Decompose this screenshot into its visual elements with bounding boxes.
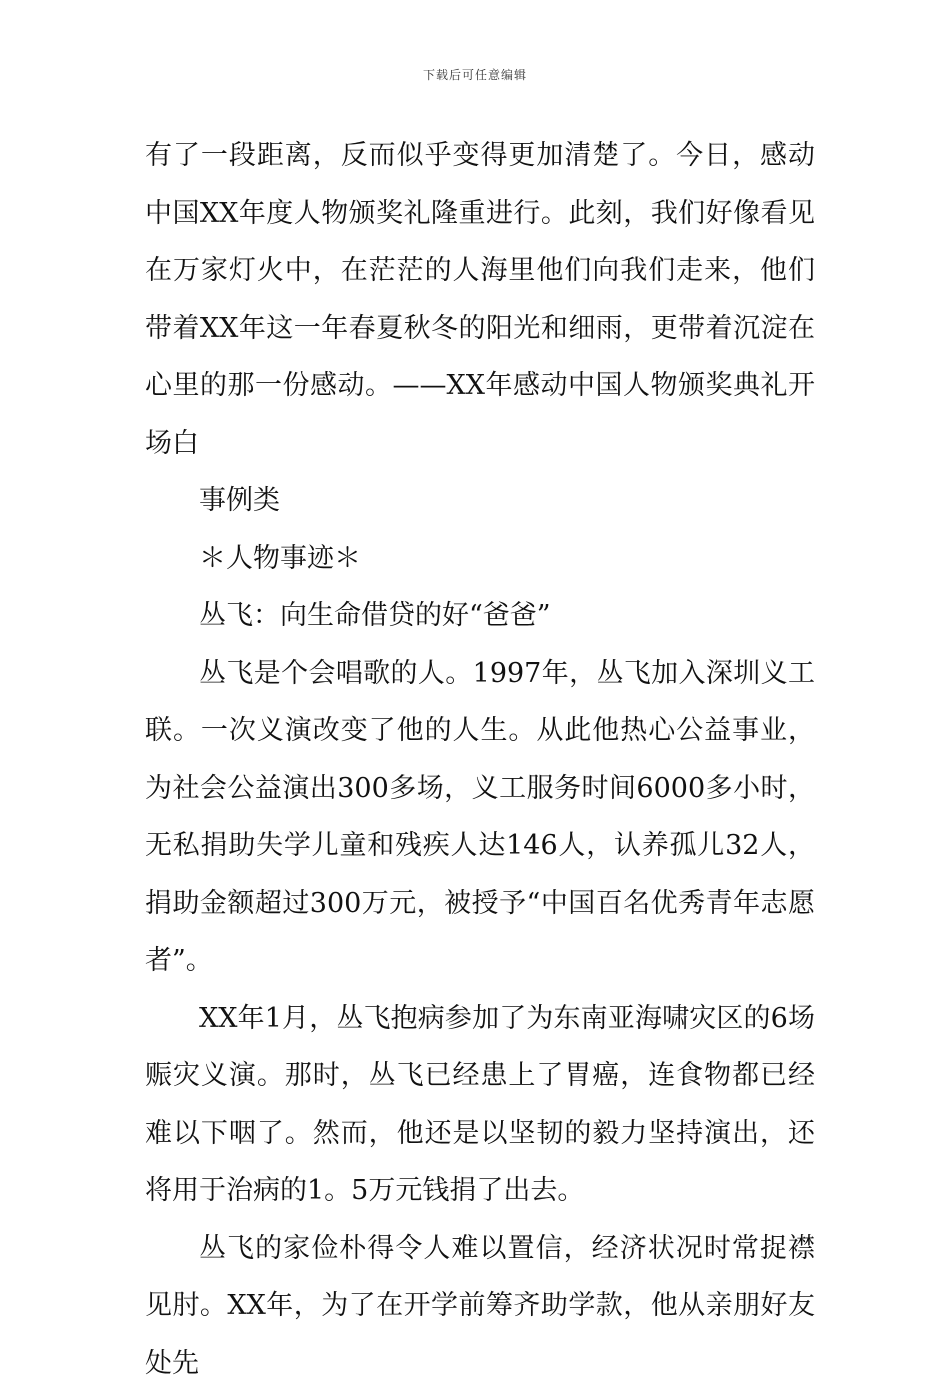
page-header: 下载后可任意编辑 bbox=[0, 66, 950, 83]
section-heading-examples: 事例类 bbox=[145, 472, 815, 530]
document-body bbox=[145, 127, 815, 1392]
paragraph-story-2: XX年1月，丛飞抱病参加了为东南亚海啸灾区的6场赈灾义演。那时，丛飞已经患上了胃癌，连食物都已经难以下咽了。然而，他还是以坚韧的毅力坚持演出，还将用于治病的1。5万元钱捐了出去。 bbox=[145, 990, 815, 1220]
paragraph-story-1: 丛飞是个会唱歌的人。1997年，丛飞加入深圳义工联。一次义演改变了他的人生。从此他热心公益事业，为社会公益演出300多场，义工服务时间6000多小时，无私捐助失学儿童和残疾人达146人，认养孤儿32人，捐助金额超过300万元，被授予“中国百名优秀青年志愿者”。 bbox=[145, 645, 815, 990]
subsection-heading-deeds: ＊人物事迹＊ bbox=[145, 530, 815, 588]
paragraph-opening-quote: 有了一段距离，反而似乎变得更加清楚了。今日，感动中国XX年度人物颁奖礼隆重进行。此刻，我们好像看见在万家灯火中，在茫茫的人海里他们向我们走来，他们带着XX年这一年春夏秋冬的阳光和细雨，更带着沉淀在心里的那一份感动。——XX年感动中国人物颁奖典礼开场白 bbox=[145, 127, 815, 472]
story-title: 丛飞：向生命借贷的好“爸爸” bbox=[145, 587, 815, 645]
paragraph-story-3: 丛飞的家俭朴得令人难以置信，经济状况时常捉襟见肘。XX年，为了在开学前筹齐助学款，他从亲朋好友处先 bbox=[145, 1220, 815, 1392]
